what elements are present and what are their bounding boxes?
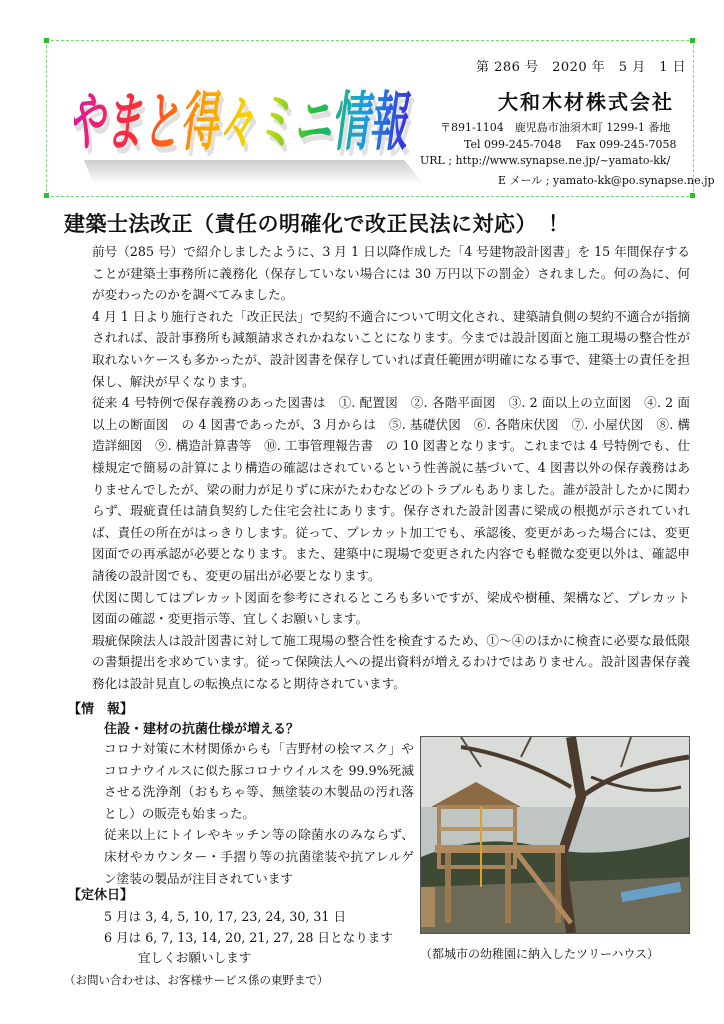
issue-date: 第 286 号 2020 年 5 月 1 日 [476,60,687,75]
holiday-heading: 【定休日】 [68,888,134,903]
info-heading: 【情 報】 [68,702,134,717]
holiday-closing: 宜しくお願いします [138,950,252,965]
article-paragraph: 瑕疵保険法人は設計図書に対して施工現場の整合性を検査するため、①～④のほかに検査に必要な最低限の書類提出を求めています。従って保険法人への提出資料が増えるわけではありません。設計図書保存義務化は設計見直しの転換点になると期待されています。 [92,632,690,691]
article-headline: 建築士法改正（責任の明確化で改正民法に対応） ！ [64,212,570,236]
newsletter-logo [74,52,432,192]
company-tel-fax: Tel 099-245-7048 Fax 099-245-7058 [464,138,677,151]
info-subheading: 住設・建材の抗菌仕様が増える？ [104,722,300,737]
holiday-may: 5 月は 3, 4, 5, 10, 17, 23, 24, 30, 31 日 [104,909,347,924]
article-paragraph: 伏図に関してはプレカット図面を参考にされるところも多いですが、梁成や樹種、架構など、プレカット図面の確認・変更指示等、宜しくお願いします。 [92,589,690,627]
article-paragraph: 従来 4 号特例で保存義務のあった図書は ①. 配置図 ②. 各階平面図 ③. 2 面以上の立面図 ④. 2 面以上の断面図 の 4 図書であったが、3 月からは ⑤. 基礎伏図 ⑥. 各階床伏図 ⑦. 小屋伏図 ⑧. 構造詳細図 ⑨. 構造計算書等 ⑩. 工事管理報告書 の 10 図書となります。これまでは 4 号特例でも、仕様規定で簡易の計算により構造の確認はされているという性善説に基づいて、4 図書以外の保存義務はありませんでしたが、梁の耐力が足りずに床がたわむなどのトラブルもありました。誰が設計したかに関わらず、瑕疵責任は請負契約した住宅会社にあります。保存された設計図書に梁成の根拠が示されていれば、責任の所在がはっきりします。従って、プレカット加工でも、承認後、変更があった場合には、変更図面での再承認が必要となります。また、建築中に現場で変更された内容でも軽微な変更以外は、確認申請後の設計図でも、変更の届出が必要となります。 [92,395,690,583]
treehouse-photo [420,736,690,934]
info-paragraph: 従来以上にトイレやキッチン等の除菌水のみならず、床材やカウンター・手摺り等の抗菌塗装や抗アレルゲン塗装の製品が注目されています [104,827,414,886]
company-name: 大和木材株式会社 [498,90,674,114]
article-body [92,241,690,694]
logo-text: やまと得々ミニ情報 [74,85,432,160]
logo-shadow: やまと得々ミニ情報 [74,91,432,166]
company-url[interactable]: URL ; http://www.synapse.ne.jp/~yamato-kk/ [420,154,671,167]
frame-corner [690,38,695,43]
info-body [104,738,414,889]
frame-corner [44,38,49,43]
article-paragraph: 前号（285 号）で紹介しましたように、3 月 1 日以降作成した「4 号建物設計図書」を 15 年間保存することが建築士事務所に義務化（保存していない場合には 30 万円以下の罰金）されました。何の為に、何が変わったのかを調べてみました。 [92,244,690,303]
contact-note: （お問い合わせは、お客様サービス係の東野まで） [64,973,329,987]
article-paragraph: 4 月 1 日より施行された「改正民法」で契約不適合について明文化され、建築請負側の契約不適合が指摘されれば、設計事務所も減額請求されかねないことになります。今までは設計図面と施工現場の整合性が取れないケースも多かったが、設計図書を保存していれば責任範囲が明確になる事で、建築士の責任を担保し、解決が早くなります。 [92,308,690,389]
info-paragraph: コロナ対策に木材関係からも「吉野材の桧マスク」やコロナウイルスに似た豚コロナウイルスを 99.9%死滅させる洗浄剤（おもちゃ等、無塗装の木製品の汚れ落とし）の販売も始まった。 [104,741,414,821]
company-address: 〒891-1104 鹿児島市油須木町 1299-1 番地 [440,121,671,134]
photo-caption: （都城市の幼稚園に納入したツリーハウス） [420,947,660,961]
company-email[interactable]: E メール ; yamato-kk@po.synapse.ne.jp [498,174,715,187]
frame-corner [44,193,49,198]
holiday-june: 6 月は 6, 7, 13, 14, 20, 21, 27, 28 日となります [104,930,393,945]
frame-corner [690,193,695,198]
